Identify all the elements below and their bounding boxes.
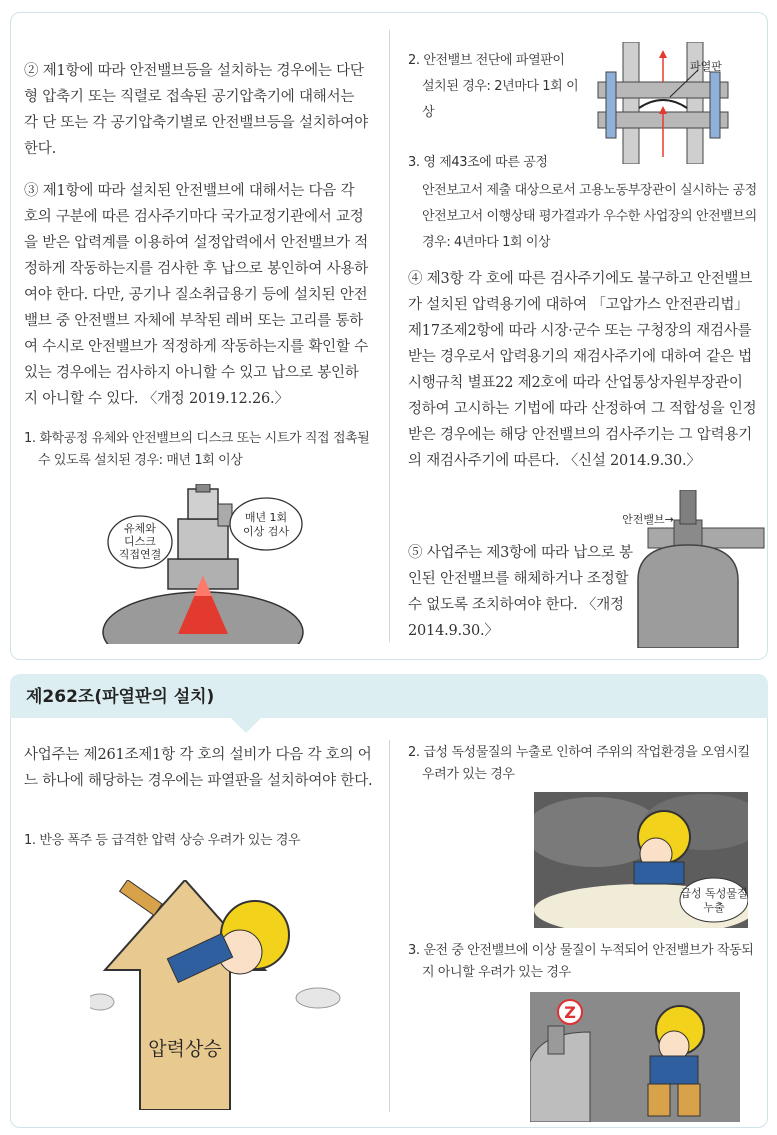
paragraph-2: ② 제1항에 따라 안전밸브등을 설치하는 경우에는 다단형 압축기 또는 직렬로 접속된 공기압축기에 대해서는 각 단 또는 각 공기압축기별로 안전밸브등을 설치하여야 한다. xyxy=(24,63,369,157)
sleep-z-letter: Z xyxy=(564,1003,576,1022)
rupture-disc-label: 파열판 xyxy=(690,60,722,73)
bubble-text-right-1: 매년 1회 xyxy=(244,511,288,524)
toxic-bubble-text-2: 누출 xyxy=(703,901,725,914)
bubble-text-left-2: 디스크 xyxy=(124,535,156,548)
rupture-item-3: 3. 운전 중 안전밸브에 이상 물질이 누적되어 안전밸브가 작동되지 아니할 우려가 있는 경우 xyxy=(408,943,754,980)
top-column-divider xyxy=(389,30,390,642)
safety-valve-illustration xyxy=(98,484,310,644)
paragraph-4: ④ 제3항 각 호에 따른 검사주기에도 불구하고 안전밸브가 설치된 압력용기에 대하여 「고압가스 안전관리법」 제17조제2항에 따라 시장·군수 또는 구청장의 재검사를 받는 경우로서 압력용기의 재검사주기에 대하여 같은 법 시행규칙 별표22 제2호에 따라 산업통상자원부장관이 정하여 고시하는 기법에 따라 산정하여 그 적합성을 인정받은 경우에는 해당 안전밸브의 검사주기는 그 압력용기의 재검사주기에 따른다. 〈신설 2014.9.30.〉 xyxy=(408,271,757,469)
inspection-item-1: 1. 화학공정 유체와 안전밸브의 디스크 또는 시트가 직접 접촉될 수 있도록 설치된 경우: 매년 1회 이상 xyxy=(24,431,370,468)
bubble-text-left-3: 직접연결 xyxy=(118,548,162,561)
gas-cylinder-illustration xyxy=(618,490,768,648)
pressure-rise-label: 압력상승 xyxy=(148,1038,222,1060)
paragraph-5: ⑤ 사업주는 제3항에 따라 납으로 봉인된 안전밸브를 해체하거나 조정할 수 없도록 조치하여야 한다. 〈개정 2014.9.30.〉 xyxy=(408,545,633,639)
paragraph-3: ③ 제1항에 따라 설치된 안전밸브에 대해서는 다음 각 호의 구분에 따른 검사주기마다 국가교정기관에서 교정을 받은 압력계를 이용하여 설정압력에서 안전밸브가 적정하게 작동하는지를 검사한 후 납으로 봉인하여 사용하여야 한다. 다만, 공기나 질소취급용기 등에 설치된 안전밸브 중 안전밸브 자체에 부착된 레버 또는 고리를 통하여 수시로 안전밸브가 적정하게 작동하는지를 확인할 수 있는 경우에는 검사하지 아니할 수 있고 납으로 봉인하지 아니할 수 있다. 〈개정 2019.12.26.〉 xyxy=(24,183,369,407)
toxic-bubble-text-1: 급성 독성물질 xyxy=(680,887,748,900)
section-title: 제262조(파열판의 설치) xyxy=(26,687,215,707)
toxic-leak-illustration xyxy=(534,792,748,928)
section-header-notch xyxy=(230,717,262,733)
safety-valve-label: 안전밸브→ xyxy=(622,513,674,526)
rupture-item-1: 1. 반응 폭주 등 급격한 압력 상승 우려가 있는 경우 xyxy=(24,833,301,848)
bottom-column-divider xyxy=(389,740,390,1112)
bubble-text-left-1: 유체와 xyxy=(124,522,156,535)
blocked-valve-illustration xyxy=(530,992,740,1122)
bubble-text-right-2: 이상 검사 xyxy=(242,525,290,538)
rupture-item-2: 2. 급성 독성물질의 누출로 인하여 주위의 작업환경을 오염시킬 우려가 있는 경우 xyxy=(408,745,750,782)
inspection-item-2: 2. 안전밸브 전단에 파열판이 설치된 경우: 2년마다 1회 이상 xyxy=(408,53,579,120)
rupture-disc-diagram xyxy=(588,42,738,164)
inspection-item-3-body: 안전보고서 제출 대상으로서 고용노동부장관이 실시하는 공정안전보고서 이행상태 평가결과가 우수한 사업장의 안전밸브의 경우: 4년마다 1회 이상 xyxy=(422,183,757,250)
pressure-rise-illustration xyxy=(90,880,360,1110)
inspection-item-3-title: 3. 영 제43조에 따른 공정 xyxy=(408,155,548,170)
article-262-intro: 사업주는 제261조제1항 각 호의 설비가 다음 각 호의 어느 하나에 해당하는 경우에는 파열판을 설치하여야 한다. xyxy=(24,747,373,789)
